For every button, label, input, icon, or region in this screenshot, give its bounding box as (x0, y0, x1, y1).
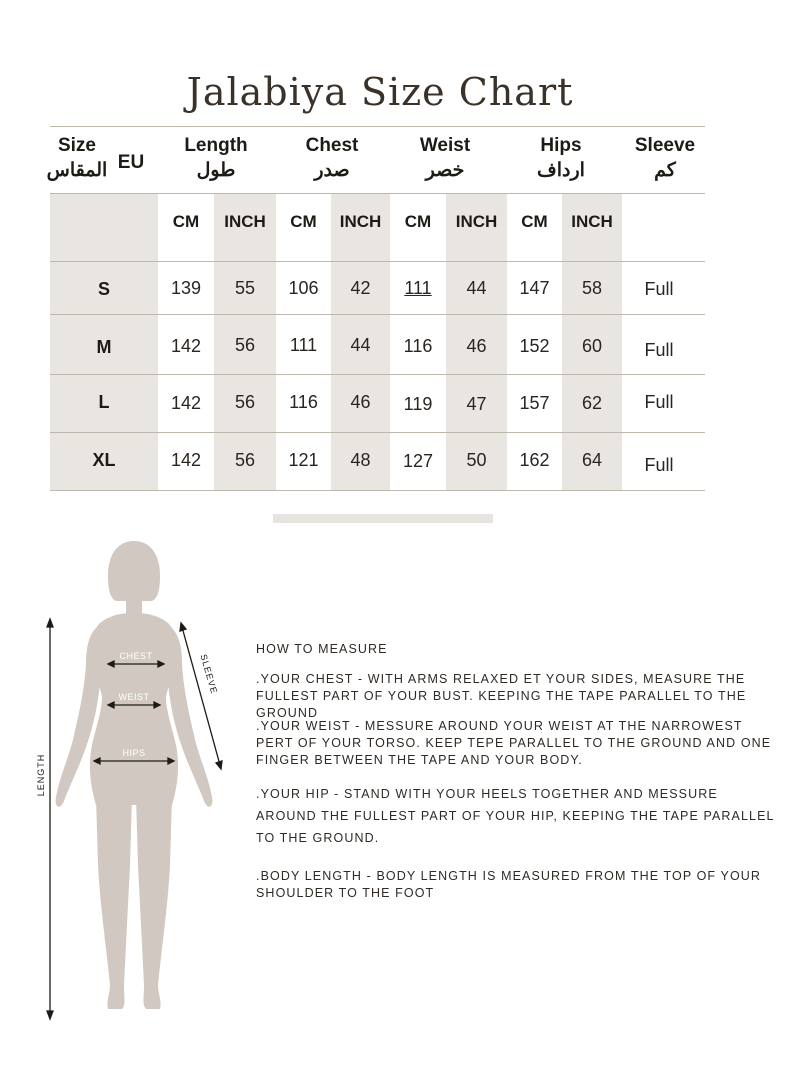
length-instruction: .BODY LENGTH - BODY LENGTH IS MEASURED FROM THE TOP OF YOUR SHOULDER TO THE FOOT (256, 869, 762, 900)
hips-label: HIPS (122, 748, 146, 758)
row-size-label: S (97, 279, 110, 299)
row-l-bottom-rule (50, 432, 705, 433)
row-s-bottom-rule (50, 314, 705, 315)
unit-weist-cm: CM (404, 212, 432, 231)
header-eu: EU (117, 152, 145, 173)
how-to-measure-heading: HOW TO MEASURE (256, 642, 388, 656)
cell: 121 (288, 450, 319, 470)
cell: 147 (519, 278, 550, 298)
table-bottom-rule (50, 490, 705, 491)
cell: 116 (403, 336, 433, 356)
cell: 127 (402, 451, 434, 471)
units-bottom-rule (50, 261, 705, 262)
unit-hips-inch: INCH (571, 212, 613, 231)
cell: 111 (404, 278, 432, 298)
cell: 56 (234, 392, 256, 412)
page-title: Jalabiya Size Chart (186, 70, 574, 114)
cell: 142 (170, 450, 202, 470)
header-chest: Chest صدر (305, 135, 359, 181)
sleeve-cell: Full (644, 279, 674, 299)
unit-hips-cm: CM (521, 212, 548, 231)
cell: 58 (581, 278, 603, 298)
row-size-label: XL (92, 450, 116, 470)
cell: 139 (170, 278, 202, 298)
unit-chest-inch: INCH (339, 212, 382, 231)
sleeve-cell: Full (644, 455, 674, 475)
cell: 152 (519, 336, 550, 356)
body-measurement-figure (30, 535, 230, 1025)
header-hips: Hips ارداف (537, 135, 585, 181)
cell: 162 (519, 450, 550, 470)
cell: 46 (350, 392, 371, 412)
cell: 55 (234, 278, 256, 298)
unit-length-cm: CM (172, 212, 200, 231)
unit-length-inch: INCH (224, 212, 266, 231)
cell: 46 (466, 336, 487, 356)
header-sleeve: Sleeve كم (634, 135, 696, 181)
table-top-rule (50, 126, 705, 127)
cell: 44 (350, 335, 371, 355)
length-label: LENGTH (36, 753, 46, 797)
cell: 106 (288, 278, 319, 298)
cell: 62 (581, 393, 603, 413)
row-size-label: M (96, 337, 112, 357)
chest-instruction: .YOUR CHEST - WITH ARMS RELAXED ET YOUR SIDES, MEASURE THE FULLEST PART OF YOUR BUST. KEEPING THE TAPE PARALLEL TO THE GROUND (256, 672, 747, 720)
cell: 48 (350, 450, 371, 470)
cell: 56 (234, 450, 256, 470)
sleeve-cell: Full (644, 392, 674, 412)
header-weist: Weist خصر (419, 135, 471, 181)
cell: 119 (403, 394, 433, 414)
body-silhouette (56, 541, 213, 1009)
row-size-label: L (98, 392, 110, 412)
weist-label: WEIST (118, 692, 150, 702)
header-size: Size المقاس (46, 135, 108, 181)
unit-chest-cm: CM (290, 212, 317, 231)
cell: 111 (289, 335, 318, 355)
cell: 47 (466, 394, 487, 414)
cell: 157 (519, 393, 550, 413)
cell: 50 (466, 450, 487, 470)
cell: 142 (170, 336, 202, 356)
cell: 142 (170, 393, 202, 413)
header-bottom-rule (50, 193, 705, 194)
cell: 60 (581, 336, 603, 356)
cell: 116 (289, 392, 318, 412)
hip-instruction: .YOUR HIP - STAND WITH YOUR HEELS TOGETHER AND MESSURE AROUND THE FULLEST PART OF YOUR HIP, KEEPING THE TAPE PARALLEL TO THE GROUND. (256, 787, 775, 845)
row-m-bottom-rule (50, 374, 705, 375)
header-length: Length طول (184, 135, 248, 181)
sleeve-cell: Full (644, 340, 674, 360)
cell: 64 (581, 450, 603, 470)
unit-weist-inch: INCH (455, 212, 498, 231)
cell: 56 (234, 335, 256, 355)
section-divider (273, 514, 493, 523)
weist-instruction: .YOUR WEIST - MESSURE AROUND YOUR WEIST AT THE NARROWEST PERT OF YOUR TORSO. KEEP TEPE PARALLEL TO THE GROUND AND ONE FINGER BETWEEN THE TAPE AND YOUR BODY. (256, 719, 772, 767)
cell: 42 (350, 278, 371, 298)
sleeve-label: SLEEVE (198, 653, 220, 696)
cell: 44 (466, 278, 487, 298)
chest-label: CHEST (119, 651, 153, 661)
